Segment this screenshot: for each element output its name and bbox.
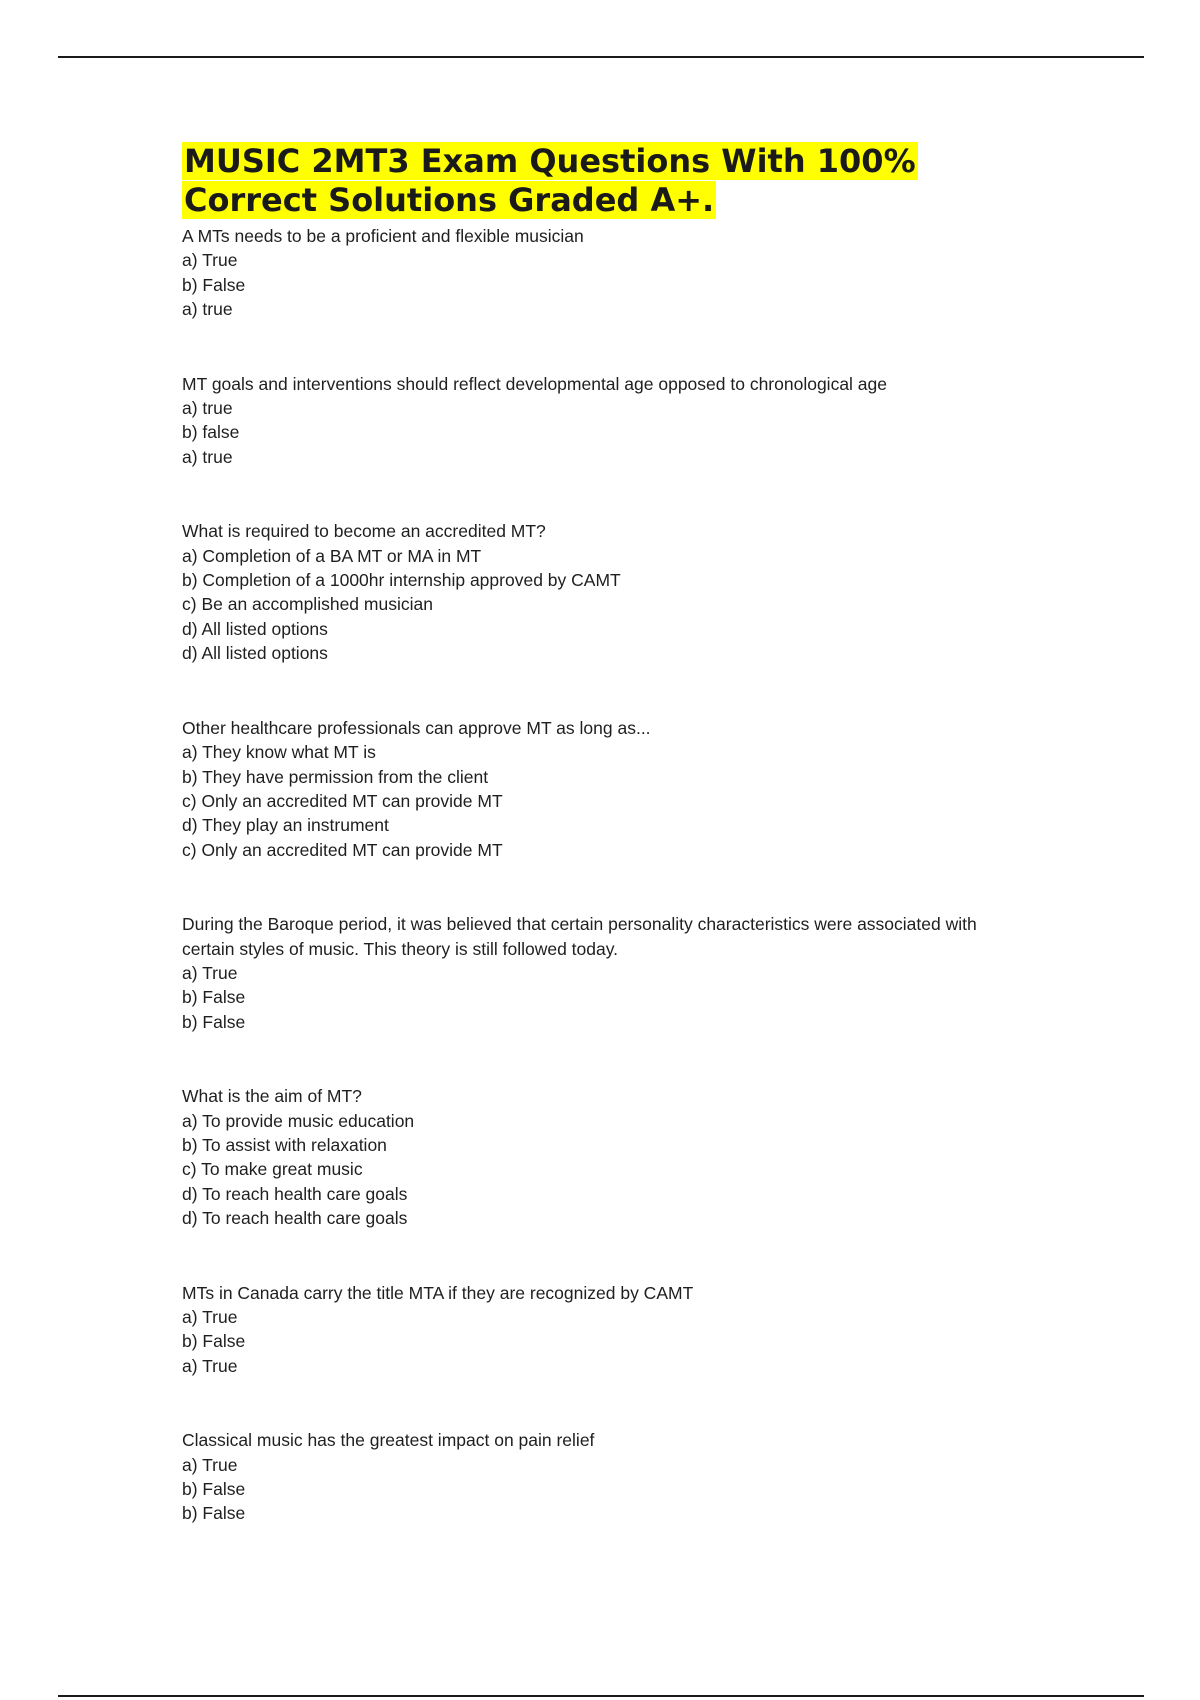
answer-option: b) They have permission from the client	[182, 766, 489, 787]
answer-option: d) To reach health care goals	[182, 1183, 408, 1204]
title-highlight: MUSIC 2MT3 Exam Questions With 100% Correct Solutions Graded A+.	[184, 142, 916, 219]
question-text: What is required to become an accredited MT?	[182, 521, 546, 542]
question-text: MTs in Canada carry the title MTA if they are recognized by CAMT	[182, 1282, 694, 1303]
answer-option: b) false	[182, 422, 240, 443]
answer-option: a) True	[182, 1454, 238, 1475]
answer-option: a) They know what MT is	[182, 742, 376, 763]
question-text: A MTs needs to be a proficient and flexible musician	[182, 226, 584, 246]
correct-answer: a) true	[182, 299, 233, 320]
correct-answer: b) False	[182, 1503, 246, 1524]
question-text: During the Baroque period, it was believed that certain personality characteristics were associated with certain styles of music. This theory is still followed today.	[182, 914, 977, 959]
answer-option: c) To make great music	[182, 1159, 363, 1180]
question-block	[182, 1281, 1022, 1379]
question-block	[182, 912, 1022, 1034]
answer-option: d) They play an instrument	[182, 815, 389, 836]
question-block	[182, 1084, 1022, 1230]
question-block	[182, 372, 1022, 470]
footer-rule	[58, 1695, 1144, 1697]
answer-option: b) To assist with relaxation	[182, 1134, 387, 1155]
answer-option: b) False	[182, 274, 246, 295]
document-title	[182, 142, 1022, 220]
answer-option: b) False	[182, 1331, 246, 1352]
answer-option: a) True	[182, 250, 238, 271]
answer-option: a) True	[182, 962, 238, 983]
answer-option: b) False	[182, 1479, 246, 1500]
correct-answer: d) All listed options	[182, 643, 328, 664]
answer-option: c) Only an accredited MT can provide MT	[182, 790, 503, 811]
question-block	[182, 519, 1022, 665]
correct-answer: c) Only an accredited MT can provide MT	[182, 839, 503, 860]
answer-option: b) False	[182, 987, 246, 1008]
answer-option: c) Be an accomplished musician	[182, 594, 433, 615]
question-text: MT goals and interventions should reflect developmental age opposed to chronological age	[182, 373, 887, 394]
question-text: Classical music has the greatest impact on pain relief	[182, 1430, 595, 1451]
question-block	[182, 716, 1022, 862]
question-block	[182, 224, 1022, 322]
correct-answer: b) False	[182, 1011, 246, 1032]
question-list	[182, 224, 1022, 1526]
answer-option: d) All listed options	[182, 618, 328, 639]
header-rule	[58, 56, 1144, 58]
answer-option: a) True	[182, 1307, 238, 1327]
answer-option: a) To provide music education	[182, 1110, 415, 1131]
correct-answer: a) true	[182, 446, 233, 467]
question-text: Other healthcare professionals can approve MT as long as...	[182, 717, 651, 738]
correct-answer: a) True	[182, 1355, 238, 1376]
question-block	[182, 1428, 1022, 1526]
question-text: What is the aim of MT?	[182, 1086, 362, 1107]
answer-option: b) Completion of a 1000hr internship approved by CAMT	[182, 570, 621, 591]
answer-option: a) true	[182, 398, 233, 419]
document-body	[182, 142, 1022, 1576]
correct-answer: d) To reach health care goals	[182, 1208, 408, 1229]
answer-option: a) Completion of a BA MT or MA in MT	[182, 545, 482, 566]
